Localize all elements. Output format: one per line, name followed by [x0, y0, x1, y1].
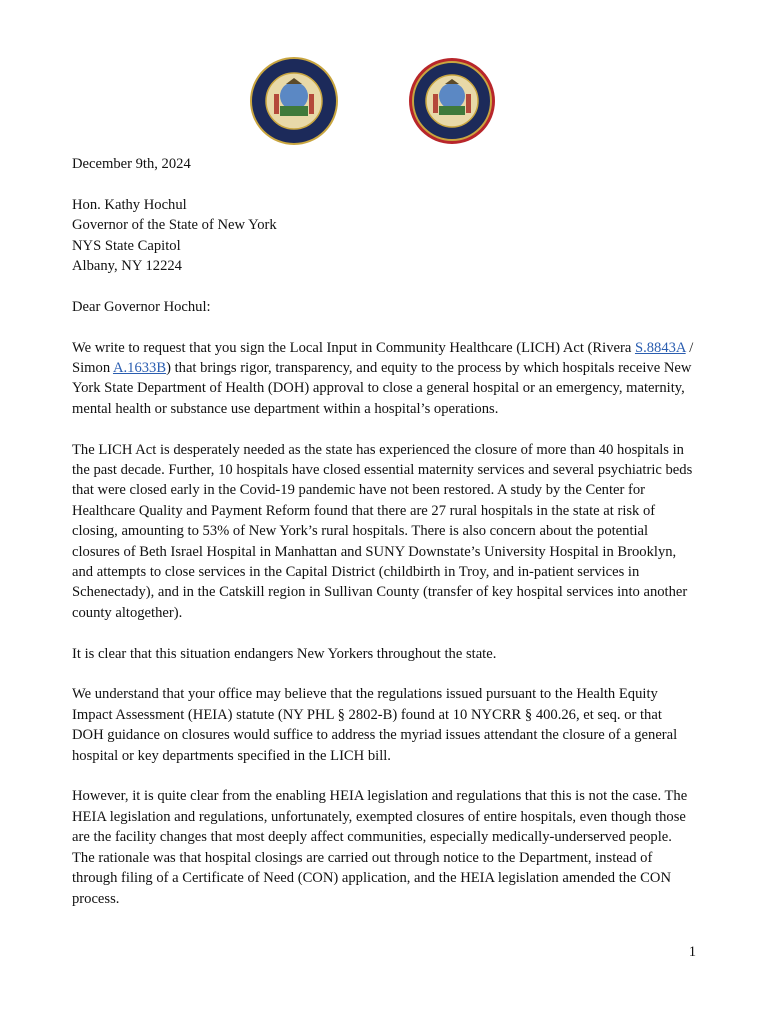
- address-line: Governor of the State of New York: [72, 217, 277, 234]
- assembly-seal: [408, 56, 496, 146]
- letterhead-seals: [0, 56, 768, 146]
- page-number: 1: [688, 944, 696, 960]
- p1-text-mid: / Simon: [72, 339, 694, 377]
- salutation: Dear Governor Hochul:: [72, 298, 211, 315]
- senate-bill-link[interactable]: S.8843A: [634, 339, 686, 356]
- assembly-bill-link[interactable]: A.1633B: [112, 360, 167, 377]
- address-line: NYS State Capitol: [72, 237, 181, 254]
- assembly-seal-graphic: [408, 56, 496, 146]
- letter-body: [72, 154, 696, 929]
- recipient-address: [72, 195, 696, 277]
- paragraph-heia-exemption: However, it is quite clear from the enabling HEIA legislation and regulations that this is not the case. The HEIA legislation and regulations, unfortunately, exempted closures of entire hospitals, even though those are the facility changes that most deeply affect communities, especially medically-underserved people. The rationale was that hospital closings are carried out through notice to the Department, instead of through filing of a Certificate of Need (CON) application, and the HEIA legislation amended the CON process.: [72, 788, 688, 907]
- senate-seal: [250, 56, 338, 146]
- paragraph-closures: The LICH Act is desperately needed as the state has experienced the closure of more than 40 hospitals in the past decade. Further, 10 hospitals have closed essential maternity services and several psychiatric beds that were closed early in the Covid-19 pandemic have not been restored. A study by the Center for Healthcare Quality and Payment Reform found that there are 27 rural hospitals in the state at risk of closing, amounting to 53% of New York’s rural hospitals. There is also concern about the potential closures of Beth Israel Hospital in Manhattan and SUNY Downstate’s University Hospital in Brooklyn, and attempts to close services in the Capital District (childbirth in Troy, and in-patient services in Schenectady), and in the Catskill region in Sullivan County (transfer of key hospital services into another county altogether).: [72, 441, 693, 621]
- paragraph-request: [72, 338, 696, 420]
- senate-seal-graphic: [250, 56, 338, 146]
- address-line: Hon. Kathy Hochul: [72, 196, 187, 213]
- address-line: Albany, NY 12224: [72, 258, 182, 275]
- letter-date: December 9th, 2024: [72, 156, 191, 172]
- paragraph-heia-regulations: We understand that your office may believe that the regulations issued pursuant to the Health Equity Impact Assessment (HEIA) statute (NY PHL § 2802-B) found at 10 NYCRR § 400.26, et seq. or that DOH guidance on closures would suffice to address the myriad issues attendant the closure of a general hospital or key departments specified in the LICH bill.: [72, 686, 678, 764]
- p1-text-post: ) that brings rigor, transparency, and equity to the process by which hospitals receive New York State Department of Health (DOH) approval to close a general hospital or an emergency, maternity, mental health or substance use department within a hospital’s operations.: [72, 360, 692, 417]
- p1-text-pre: We write to request that you sign the Local Input in Community Healthcare (LICH) Act (Rivera: [72, 339, 635, 356]
- paragraph-endangers: It is clear that this situation endangers New Yorkers throughout the state.: [72, 645, 497, 662]
